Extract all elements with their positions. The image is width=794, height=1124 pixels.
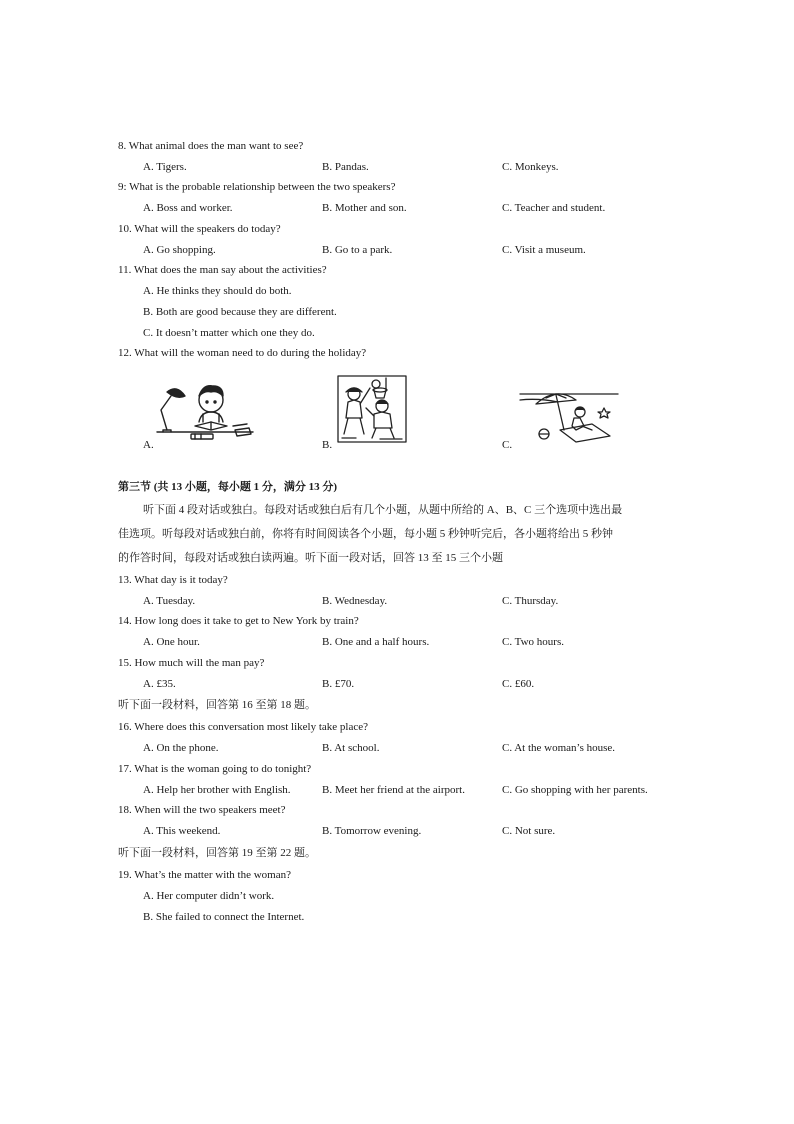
- option-12b[interactable]: B.: [322, 439, 333, 451]
- option-13c[interactable]: C. Thursday.: [502, 595, 559, 607]
- question-15: 15. How much will the man pay?: [118, 657, 265, 669]
- question-9: 9: What is the probable relationship between the two speakers?: [118, 181, 396, 193]
- option-11c[interactable]: C. It doesn’t matter which one they do.: [143, 327, 315, 339]
- question-13: 13. What day is it today?: [118, 574, 228, 586]
- option-11a[interactable]: A. He thinks they should do both.: [143, 285, 292, 297]
- option-19b[interactable]: B. She failed to connect the Internet.: [143, 911, 305, 923]
- question-19: 19. What’s the matter with the woman?: [118, 869, 292, 881]
- option-19a[interactable]: A. Her computer didn’t work.: [143, 890, 275, 902]
- option-9c[interactable]: C. Teacher and student.: [502, 202, 606, 214]
- option-13a[interactable]: A. Tuesday.: [143, 595, 196, 607]
- option-9a[interactable]: A. Boss and worker.: [143, 202, 233, 214]
- section-heading: 第三节 (共 13 小题，每小题 1 分，满分 13 分): [118, 481, 338, 493]
- section-intro-line-3: 的作答时间，每段对话或独白读两遍。听下面一段对话，回答 13 至 15 三个小题: [118, 552, 503, 564]
- option-13b[interactable]: B. Wednesday.: [322, 595, 388, 607]
- studying-boy-icon[interactable]: [155, 370, 255, 442]
- option-17a[interactable]: A. Help her brother with English.: [143, 784, 291, 796]
- question-10: 10. What will the speakers do today?: [118, 223, 281, 235]
- instruction-16-18: 听下面一段材料，回答第 16 至第 18 题。: [118, 699, 316, 711]
- option-10b[interactable]: B. Go to a park.: [322, 244, 393, 256]
- option-9b[interactable]: B. Mother and son.: [322, 202, 407, 214]
- beach-umbrella-icon[interactable]: [518, 386, 622, 444]
- question-17: 17. What is the woman going to do tonight?: [118, 763, 312, 775]
- option-17b[interactable]: B. Meet her friend at the airport.: [322, 784, 465, 796]
- option-10a[interactable]: A. Go shopping.: [143, 244, 216, 256]
- question-18: 18. When will the two speakers meet?: [118, 804, 286, 816]
- option-17c[interactable]: C. Go shopping with her parents.: [502, 784, 648, 796]
- question-16: 16. Where does this conversation most likely take place?: [118, 721, 368, 733]
- option-16a[interactable]: A. On the phone.: [143, 742, 219, 754]
- option-15c[interactable]: C. £60.: [502, 678, 535, 690]
- basketball-kids-icon[interactable]: [336, 372, 408, 444]
- option-14c[interactable]: C. Two hours.: [502, 636, 564, 648]
- option-12c[interactable]: C.: [502, 439, 513, 451]
- option-10c[interactable]: C. Visit a museum.: [502, 244, 586, 256]
- option-14b[interactable]: B. One and a half hours.: [322, 636, 430, 648]
- option-18b[interactable]: B. Tomorrow evening.: [322, 825, 422, 837]
- section-intro-line-1: 听下面 4 段对话或独白。每段对话或独白后有几个小题，从题中所给的 A、B、C 三个选项中选出最: [143, 504, 623, 516]
- question-14: 14. How long does it take to get to New York by train?: [118, 615, 359, 627]
- option-16b[interactable]: B. At school.: [322, 742, 380, 754]
- option-8a[interactable]: A. Tigers.: [143, 161, 187, 173]
- option-14a[interactable]: A. One hour.: [143, 636, 200, 648]
- option-12a[interactable]: A.: [143, 439, 154, 451]
- option-8c[interactable]: C. Monkeys.: [502, 161, 559, 173]
- option-15b[interactable]: B. £70.: [322, 678, 355, 690]
- option-16c[interactable]: C. At the woman’s house.: [502, 742, 616, 754]
- question-11: 11. What does the man say about the activities?: [118, 264, 327, 276]
- option-8b[interactable]: B. Pandas.: [322, 161, 369, 173]
- question-8: 8. What animal does the man want to see?: [118, 140, 304, 152]
- option-11b[interactable]: B. Both are good because they are different.: [143, 306, 337, 318]
- option-15a[interactable]: A. £35.: [143, 678, 176, 690]
- section-intro-line-2: 佳选项。听每段对话或独白前，你将有时间阅读各个小题，每小题 5 秒钟听完后，各小题将给出 5 秒钟: [118, 528, 613, 540]
- option-18a[interactable]: A. This weekend.: [143, 825, 221, 837]
- question-12: 12. What will the woman need to do during the holiday?: [118, 347, 367, 359]
- option-18c[interactable]: C. Not sure.: [502, 825, 556, 837]
- instruction-19-22: 听下面一段材料，回答第 19 至第 22 题。: [118, 847, 316, 859]
